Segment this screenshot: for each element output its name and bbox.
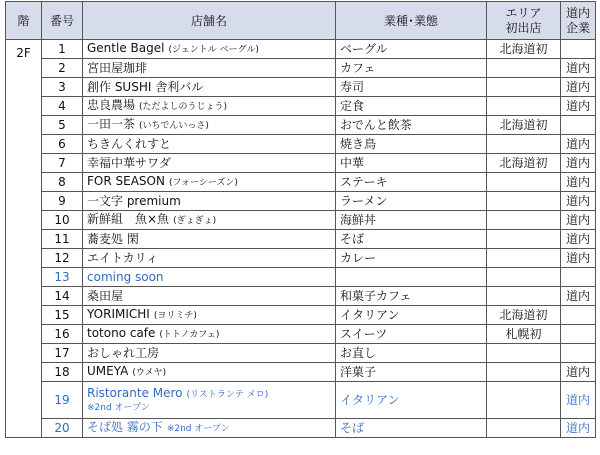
local-company-cell: 道内 bbox=[561, 59, 596, 78]
store-name-cell bbox=[83, 192, 336, 211]
row-number: 19 bbox=[42, 382, 83, 419]
area-first-cell: 北海道初 bbox=[487, 40, 561, 59]
header-floor: 階 bbox=[6, 2, 42, 40]
local-company-cell: 道内 bbox=[561, 249, 596, 268]
store-name: 忠良農場 bbox=[87, 98, 136, 112]
table-row bbox=[6, 287, 596, 306]
store-name-reading: (ヨリミチ) bbox=[153, 311, 197, 321]
table-row bbox=[6, 192, 596, 211]
store-name-cell bbox=[83, 116, 336, 135]
local-company-cell: 道内 bbox=[561, 154, 596, 173]
row-number: 17 bbox=[42, 344, 83, 363]
area-first-cell bbox=[487, 173, 561, 192]
category-cell: 洋菓子 bbox=[336, 363, 487, 382]
area-first-cell bbox=[487, 249, 561, 268]
area-first-cell bbox=[487, 211, 561, 230]
local-company-cell bbox=[561, 40, 596, 59]
table-row bbox=[6, 40, 596, 59]
local-company-cell bbox=[561, 325, 596, 344]
local-company-cell: 道内 bbox=[561, 135, 596, 154]
store-name-reading: ※2nd オープン bbox=[166, 424, 230, 434]
header-category: 業種･業態 bbox=[336, 2, 487, 40]
area-first-cell: 北海道初 bbox=[487, 154, 561, 173]
store-name-cell bbox=[83, 306, 336, 325]
table-row bbox=[6, 78, 596, 97]
category-cell: お直し bbox=[336, 344, 487, 363]
store-name-cell bbox=[83, 325, 336, 344]
category-cell: 焼き鳥 bbox=[336, 135, 487, 154]
local-company-cell: 道内 bbox=[561, 230, 596, 249]
store-name: YORIMICHI bbox=[87, 307, 150, 321]
table-row bbox=[6, 116, 596, 135]
table-row bbox=[6, 382, 596, 419]
store-name-reading: (ただよしのうじょう) bbox=[139, 102, 228, 112]
floor-cell: 2F bbox=[6, 40, 42, 438]
local-company-cell: 道内 bbox=[561, 173, 596, 192]
category-cell: 定食 bbox=[336, 97, 487, 116]
header-area-line1: エリア bbox=[505, 5, 542, 20]
category-cell: カレー bbox=[336, 249, 487, 268]
store-name: 創作 SUSHI 舎利バル bbox=[87, 80, 204, 94]
row-number: 13 bbox=[42, 268, 83, 287]
row-number: 8 bbox=[42, 173, 83, 192]
table-row bbox=[6, 306, 596, 325]
area-first-cell bbox=[487, 59, 561, 78]
row-number: 2 bbox=[42, 59, 83, 78]
area-first-cell bbox=[487, 135, 561, 154]
local-company-cell: 道内 bbox=[561, 97, 596, 116]
area-first-cell bbox=[487, 192, 561, 211]
store-name: Ristorante Mero bbox=[87, 385, 183, 400]
store-name: 幸福中華サワダ bbox=[87, 156, 171, 170]
category-cell: そば bbox=[336, 230, 487, 249]
store-name: エイトカリィ bbox=[87, 251, 159, 265]
table-row bbox=[6, 230, 596, 249]
store-name: 新鮮組 魚×魚 bbox=[87, 212, 170, 226]
category-cell: イタリアン bbox=[336, 382, 487, 419]
category-cell: カフェ bbox=[336, 59, 487, 78]
store-name-cell bbox=[83, 268, 336, 287]
store-note: ※2nd オープン bbox=[87, 402, 150, 413]
row-number: 4 bbox=[42, 97, 83, 116]
row-number: 1 bbox=[42, 40, 83, 59]
local-company-cell: 道内 bbox=[561, 382, 596, 419]
category-cell: 中華 bbox=[336, 154, 487, 173]
store-name: Gentle Bagel bbox=[87, 41, 165, 55]
store-name-cell bbox=[83, 344, 336, 363]
store-name-reading: (トトノカフェ) bbox=[159, 330, 220, 340]
area-first-cell bbox=[487, 419, 561, 438]
category-cell: 寿司 bbox=[336, 78, 487, 97]
table-row bbox=[6, 154, 596, 173]
category-cell: おでんと飲茶 bbox=[336, 116, 487, 135]
table-row bbox=[6, 419, 596, 438]
store-name: 一田一茶 bbox=[87, 117, 136, 131]
store-name-reading: (ウメヤ) bbox=[132, 368, 167, 378]
area-first-cell bbox=[487, 382, 561, 419]
store-name-cell bbox=[83, 59, 336, 78]
header-row bbox=[6, 2, 596, 40]
store-name-cell bbox=[83, 382, 336, 419]
area-first-cell: 北海道初 bbox=[487, 306, 561, 325]
row-number: 9 bbox=[42, 192, 83, 211]
row-number: 10 bbox=[42, 211, 83, 230]
area-first-cell: 北海道初 bbox=[487, 116, 561, 135]
store-name: 蕎麦処 閑 bbox=[87, 232, 139, 246]
local-company-cell: 道内 bbox=[561, 211, 596, 230]
area-first-cell: 札幌初 bbox=[487, 325, 561, 344]
store-name: ちきんくれすと bbox=[87, 137, 172, 151]
store-name-cell bbox=[83, 40, 336, 59]
category-cell: そば bbox=[336, 419, 487, 438]
store-name-cell bbox=[83, 230, 336, 249]
row-number: 20 bbox=[42, 419, 83, 438]
area-first-cell bbox=[487, 78, 561, 97]
store-name: 一文字 premium bbox=[87, 194, 181, 208]
row-number: 16 bbox=[42, 325, 83, 344]
area-first-cell bbox=[487, 363, 561, 382]
store-name-reading: (ジェントル ベーグル) bbox=[168, 45, 259, 55]
row-number: 15 bbox=[42, 306, 83, 325]
store-name: totono cafe bbox=[87, 326, 156, 340]
row-number: 12 bbox=[42, 249, 83, 268]
row-number: 18 bbox=[42, 363, 83, 382]
row-number: 14 bbox=[42, 287, 83, 306]
header-area-line2: 初出店 bbox=[505, 20, 542, 35]
local-company-cell: 道内 bbox=[561, 287, 596, 306]
store-name-cell bbox=[83, 154, 336, 173]
area-first-cell bbox=[487, 230, 561, 249]
table-row bbox=[6, 344, 596, 363]
store-name-reading: (ぎょぎょ) bbox=[173, 216, 217, 226]
row-number: 3 bbox=[42, 78, 83, 97]
store-name-cell bbox=[83, 419, 336, 438]
category-cell bbox=[336, 268, 487, 287]
store-name-cell bbox=[83, 97, 336, 116]
store-name-cell bbox=[83, 287, 336, 306]
table-row bbox=[6, 363, 596, 382]
area-first-cell bbox=[487, 268, 561, 287]
store-table bbox=[5, 1, 596, 438]
table-row bbox=[6, 211, 596, 230]
store-name-cell bbox=[83, 363, 336, 382]
category-cell: ステーキ bbox=[336, 173, 487, 192]
local-company-cell bbox=[561, 306, 596, 325]
store-name: そば処 霧の下 bbox=[87, 420, 163, 434]
store-name: 桑田屋 bbox=[87, 289, 124, 303]
area-first-cell bbox=[487, 97, 561, 116]
store-name-reading: (いちでんいっさ) bbox=[139, 121, 209, 131]
row-number: 6 bbox=[42, 135, 83, 154]
area-first-cell bbox=[487, 344, 561, 363]
local-company-cell: 道内 bbox=[561, 363, 596, 382]
local-company-cell: 道内 bbox=[561, 192, 596, 211]
local-company-cell: 道内 bbox=[561, 419, 596, 438]
category-cell: スイーツ bbox=[336, 325, 487, 344]
store-name-cell bbox=[83, 249, 336, 268]
row-number: 5 bbox=[42, 116, 83, 135]
row-number: 11 bbox=[42, 230, 83, 249]
header-number: 番号 bbox=[42, 2, 83, 40]
store-name-cell bbox=[83, 135, 336, 154]
table-row bbox=[6, 268, 596, 287]
store-name-cell bbox=[83, 78, 336, 97]
area-first-cell bbox=[487, 287, 561, 306]
category-cell: イタリアン bbox=[336, 306, 487, 325]
store-name-cell bbox=[83, 211, 336, 230]
store-name: FOR SEASON bbox=[87, 174, 165, 188]
row-number: 7 bbox=[42, 154, 83, 173]
store-name-reading: (リストランテ メロ) bbox=[186, 389, 269, 400]
category-cell: 和菓子カフェ bbox=[336, 287, 487, 306]
store-name-cell bbox=[83, 173, 336, 192]
table-row bbox=[6, 325, 596, 344]
category-cell: 海鮮丼 bbox=[336, 211, 487, 230]
header-store-name: 店舗名 bbox=[83, 2, 336, 40]
header-area-first bbox=[487, 2, 561, 40]
table-row bbox=[6, 173, 596, 192]
local-company-cell bbox=[561, 344, 596, 363]
store-name: 宮田屋珈琲 bbox=[87, 61, 148, 75]
local-company-cell bbox=[561, 116, 596, 135]
store-name: おしゃれ工房 bbox=[87, 346, 160, 360]
table-row bbox=[6, 59, 596, 78]
category-cell: ラーメン bbox=[336, 192, 487, 211]
category-cell: ベーグル bbox=[336, 40, 487, 59]
table-row bbox=[6, 135, 596, 154]
header-corp-line1: 道内 bbox=[565, 5, 590, 20]
header-corp-line2: 企業 bbox=[565, 20, 590, 35]
table-row bbox=[6, 97, 596, 116]
local-company-cell: 道内 bbox=[561, 78, 596, 97]
store-name-reading: (フォーシーズン) bbox=[168, 178, 238, 188]
store-name: UMEYA bbox=[87, 364, 129, 378]
header-local-company bbox=[561, 2, 596, 40]
local-company-cell bbox=[561, 268, 596, 287]
store-name: coming soon bbox=[87, 270, 164, 284]
table-row bbox=[6, 249, 596, 268]
